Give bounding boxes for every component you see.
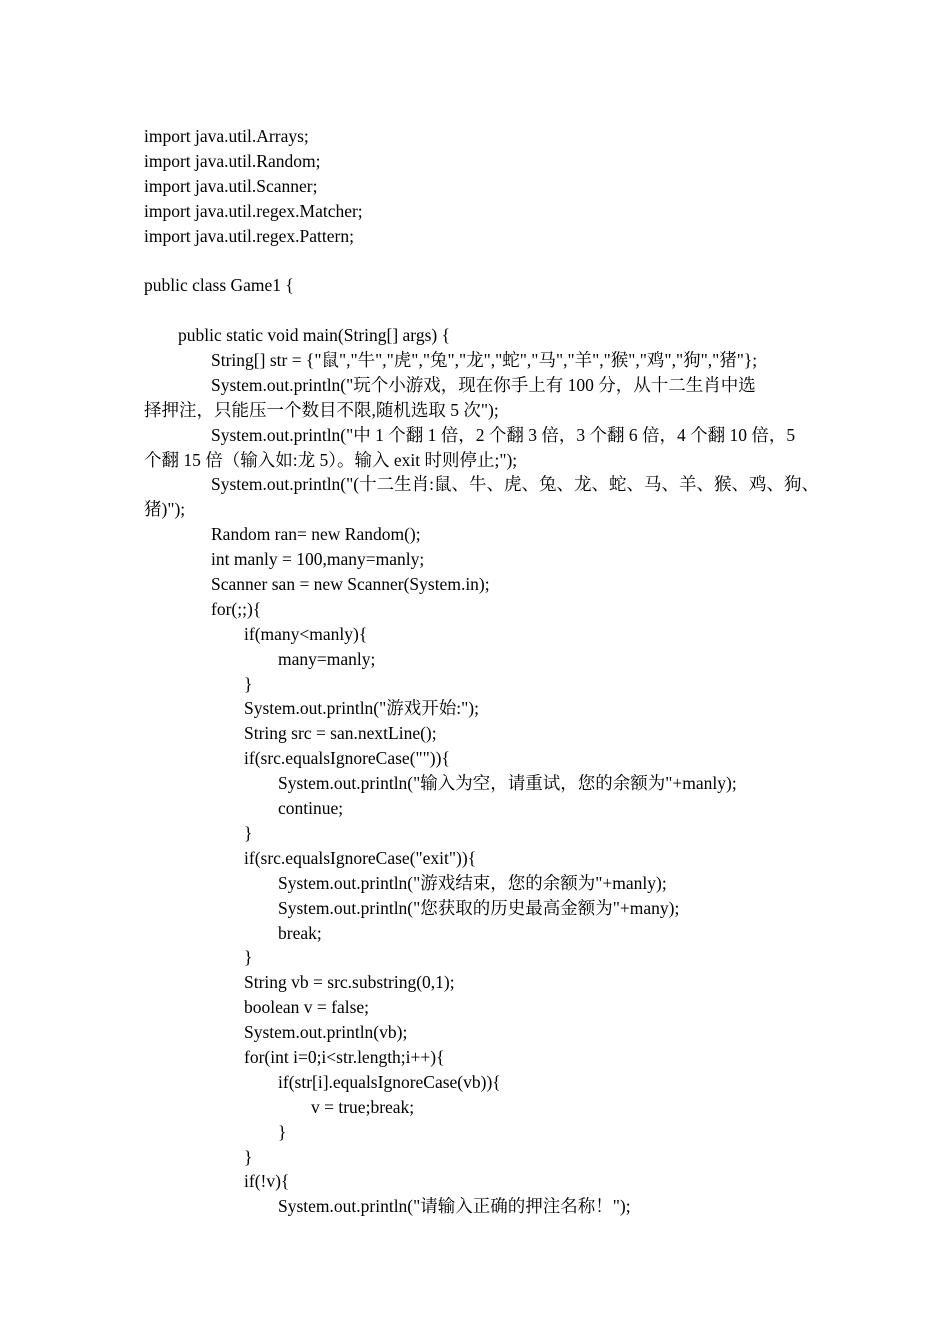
code-line: if(!v){ bbox=[244, 1171, 290, 1192]
code-line: Random ran= new Random(); bbox=[211, 524, 421, 545]
code-line: System.out.println(vb); bbox=[244, 1022, 408, 1043]
code-line: System.out.println("中 1 个翻 1 倍，2 个翻 3 倍，3 个翻 6 倍，4 个翻 10 倍，5 bbox=[211, 424, 796, 445]
code-line: System.out.println("输入为空，请重试，您的余额为"+manly); bbox=[278, 773, 737, 794]
code-line: for(int i=0;i<str.length;i++){ bbox=[244, 1046, 445, 1067]
code-line: String src = san.nextLine(); bbox=[244, 723, 437, 744]
code-line-continuation: 择押注，只能压一个数目不限,随机选取 5 次"); bbox=[144, 399, 499, 420]
code-line: } bbox=[244, 822, 253, 843]
code-line: if(str[i].equalsIgnoreCase(vb)){ bbox=[278, 1071, 501, 1092]
code-line: System.out.println("玩个小游戏，现在你手上有 100 分，从十二生肖中选 bbox=[211, 374, 756, 395]
code-line: if(src.equalsIgnoreCase("")){ bbox=[244, 748, 450, 769]
code-line: import java.util.regex.Pattern; bbox=[144, 225, 354, 246]
code-line: System.out.println("游戏开始:"); bbox=[244, 698, 479, 719]
code-line: import java.util.regex.Matcher; bbox=[144, 200, 363, 221]
code-line: System.out.println("请输入正确的押注名称！"); bbox=[278, 1196, 631, 1217]
code-line: String vb = src.substring(0,1); bbox=[244, 972, 455, 993]
code-line: System.out.println("(十二生肖:鼠、牛、虎、兔、龙、蛇、马、羊、猴、鸡、狗、 bbox=[211, 474, 819, 495]
code-line: } bbox=[244, 1146, 253, 1167]
code-line: for(;;){ bbox=[211, 598, 262, 619]
code-line: continue; bbox=[278, 798, 344, 819]
code-line: many=manly; bbox=[278, 648, 376, 669]
code-line: } bbox=[244, 673, 253, 694]
code-line: Scanner san = new Scanner(System.in); bbox=[211, 574, 490, 595]
code-line: import java.util.Random; bbox=[144, 150, 321, 171]
blank-line bbox=[144, 248, 810, 273]
code-line: System.out.println("游戏结束，您的余额为"+manly); bbox=[278, 872, 667, 893]
code-line: public class Game1 { bbox=[144, 275, 294, 296]
code-line: v = true;break; bbox=[311, 1096, 415, 1117]
code-line: if(src.equalsIgnoreCase("exit")){ bbox=[244, 847, 477, 868]
code-line: int manly = 100,many=manly; bbox=[211, 549, 425, 570]
blank-line bbox=[144, 298, 810, 323]
code-line: } bbox=[244, 947, 253, 968]
code-listing bbox=[144, 124, 819, 1219]
code-line: System.out.println("您获取的历史最高金额为"+many); bbox=[278, 897, 680, 918]
code-line: public static void main(String[] args) { bbox=[178, 325, 450, 346]
code-line: } bbox=[278, 1121, 287, 1142]
code-line-continuation: 个翻 15 倍（输入如:龙 5）。输入 exit 时则停止;"); bbox=[144, 449, 518, 470]
code-line: String[] str = {"鼠","牛","虎","兔","龙","蛇","马","羊","猴","鸡","狗","猪"}; bbox=[211, 350, 758, 371]
code-line: break; bbox=[278, 922, 322, 943]
code-line: boolean v = false; bbox=[244, 997, 370, 1018]
code-line: if(many<manly){ bbox=[244, 623, 368, 644]
code-line-continuation: 猪)"); bbox=[144, 499, 186, 520]
code-line: import java.util.Arrays; bbox=[144, 126, 309, 146]
code-line: import java.util.Scanner; bbox=[144, 175, 318, 196]
